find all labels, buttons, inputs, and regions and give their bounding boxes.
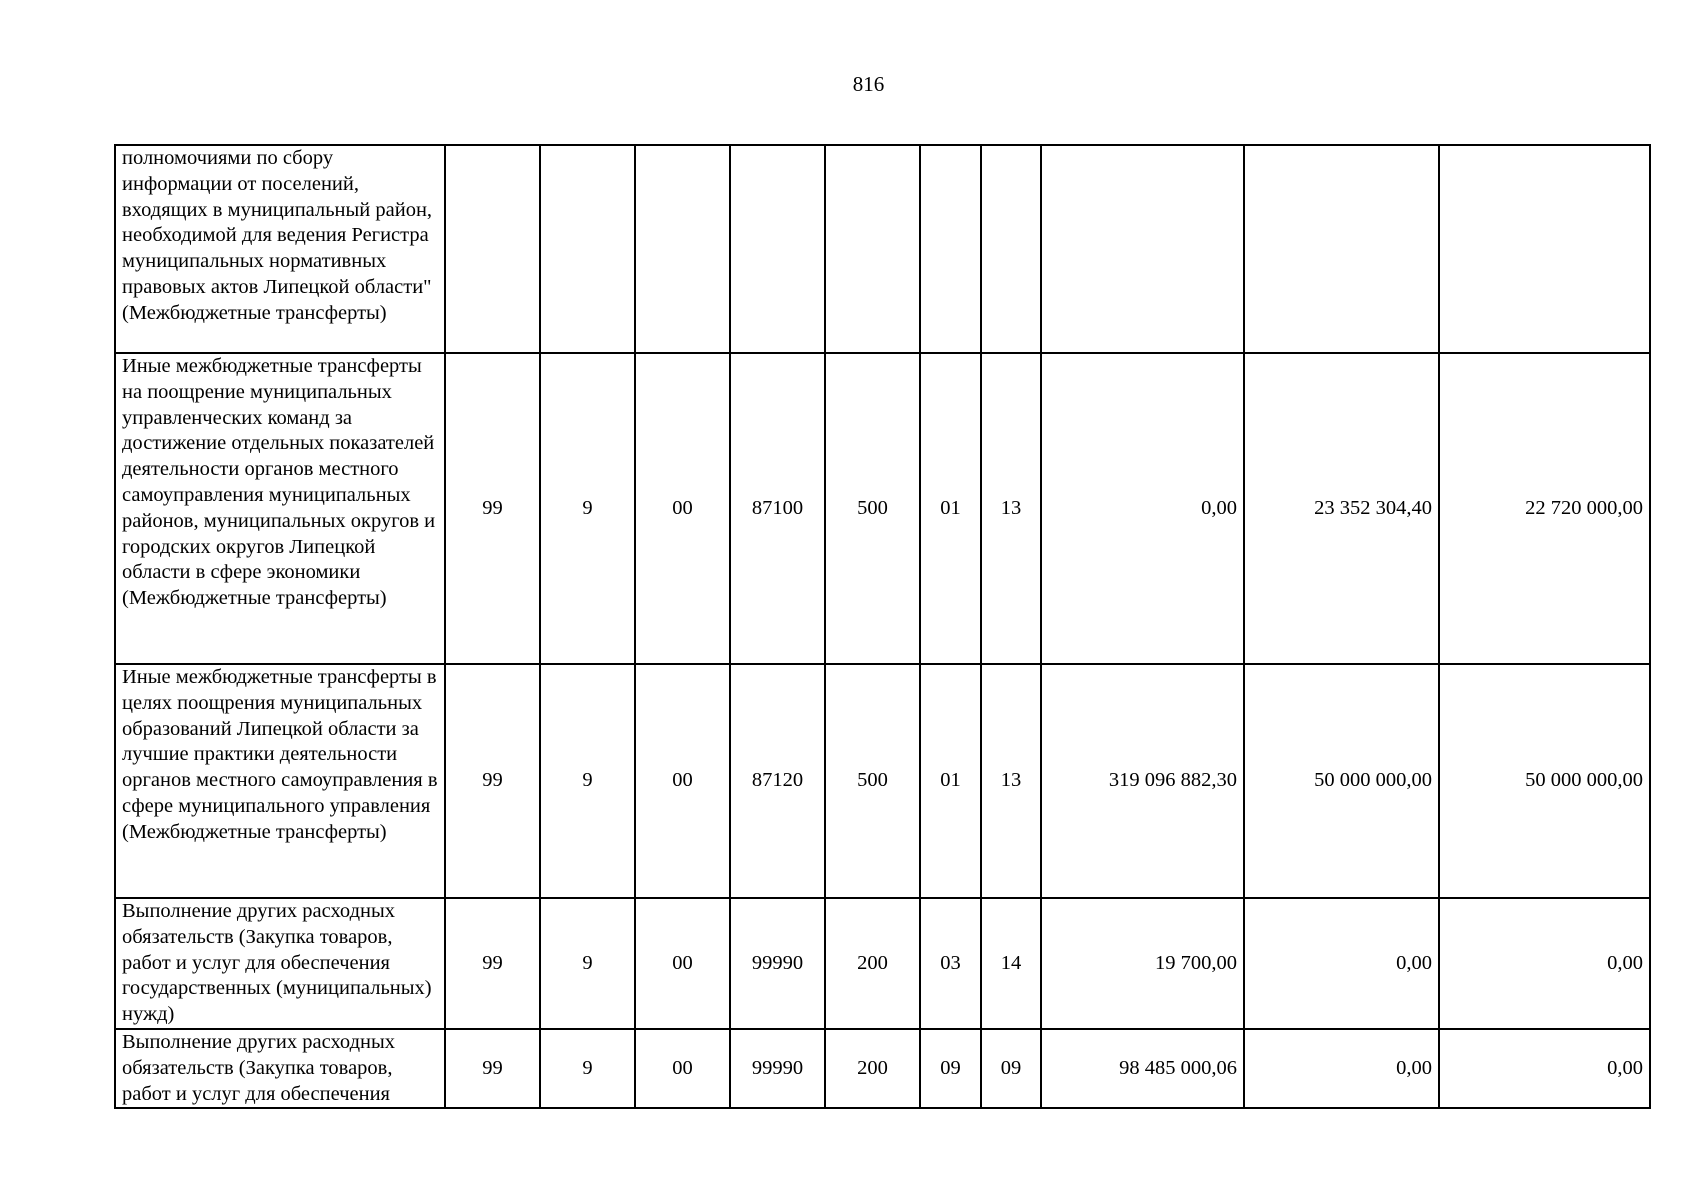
amount-year-1 — [1041, 145, 1244, 353]
amount-year-1: 19 700,00 — [1041, 898, 1244, 1029]
program-code: 99 — [445, 898, 540, 1029]
program-code: 99 — [445, 1029, 540, 1108]
subprogram-code: 9 — [540, 664, 635, 898]
section-code: 01 — [920, 664, 981, 898]
direction-code: 87120 — [730, 664, 825, 898]
subprogram-code — [540, 145, 635, 353]
row-description: Выполнение других расходных обязательств (Закупка товаров, работ и услуг для обеспечения — [115, 1029, 445, 1108]
page-number: 816 — [852, 72, 885, 96]
table-row — [115, 145, 1650, 353]
event-code: 00 — [635, 664, 730, 898]
table-row — [115, 898, 1650, 1029]
row-description: Выполнение других расходных обязательств (Закупка товаров, работ и услуг для обеспечения государственных (муниципальных) нужд) — [115, 898, 445, 1029]
amount-year-2: 0,00 — [1244, 898, 1439, 1029]
program-code — [445, 145, 540, 353]
amount-year-2: 23 352 304,40 — [1244, 353, 1439, 664]
row-description: полномочиями по сбору информации от поселений, входящих в муниципальный район, необходимой для ведения Регистра муниципальных нормативных правовых актов Липецкой области" (Межбюджетные трансферты) — [115, 145, 445, 353]
amount-year-2 — [1244, 145, 1439, 353]
subprogram-code: 9 — [540, 353, 635, 664]
amount-year-1: 0,00 — [1041, 353, 1244, 664]
expense-type-code: 500 — [825, 664, 920, 898]
subsection-code: 14 — [981, 898, 1041, 1029]
amount-year-3: 50 000 000,00 — [1439, 664, 1650, 898]
amount-year-1: 319 096 882,30 — [1041, 664, 1244, 898]
amount-year-3: 0,00 — [1439, 898, 1650, 1029]
section-code: 03 — [920, 898, 981, 1029]
subsection-code: 09 — [981, 1029, 1041, 1108]
direction-code — [730, 145, 825, 353]
amount-year-3: 22 720 000,00 — [1439, 353, 1650, 664]
subsection-code: 13 — [981, 664, 1041, 898]
amount-year-1: 98 485 000,06 — [1041, 1029, 1244, 1108]
subsection-code: 13 — [981, 353, 1041, 664]
program-code: 99 — [445, 664, 540, 898]
amount-year-2: 50 000 000,00 — [1244, 664, 1439, 898]
expense-type-code: 200 — [825, 898, 920, 1029]
table-row — [115, 664, 1650, 898]
expense-type-code: 500 — [825, 353, 920, 664]
event-code — [635, 145, 730, 353]
amount-year-3: 0,00 — [1439, 1029, 1650, 1108]
section-code — [920, 145, 981, 353]
budget-table — [114, 144, 1651, 1109]
subprogram-code: 9 — [540, 898, 635, 1029]
section-code: 01 — [920, 353, 981, 664]
expense-type-code — [825, 145, 920, 353]
row-description: Иные межбюджетные трансферты на поощрение муниципальных управленческих команд за достижение отдельных показателей деятельности органов местного самоуправления муниципальных районов, муниципальных округов и городских округов Липецкой области в сфере экономики (Межбюджетные трансферты) — [115, 353, 445, 664]
amount-year-3 — [1439, 145, 1650, 353]
section-code: 09 — [920, 1029, 981, 1108]
table-row — [115, 1029, 1650, 1108]
event-code: 00 — [635, 1029, 730, 1108]
subprogram-code: 9 — [540, 1029, 635, 1108]
direction-code: 99990 — [730, 898, 825, 1029]
direction-code: 87100 — [730, 353, 825, 664]
direction-code: 99990 — [730, 1029, 825, 1108]
program-code: 99 — [445, 353, 540, 664]
event-code: 00 — [635, 898, 730, 1029]
amount-year-2: 0,00 — [1244, 1029, 1439, 1108]
expense-type-code: 200 — [825, 1029, 920, 1108]
row-description: Иные межбюджетные трансферты в целях поощрения муниципальных образований Липецкой области за лучшие практики деятельности органов местного самоуправления в сфере муниципального управления (Межбюджетные трансферты) — [115, 664, 445, 898]
subsection-code — [981, 145, 1041, 353]
event-code: 00 — [635, 353, 730, 664]
table-row — [115, 353, 1650, 664]
